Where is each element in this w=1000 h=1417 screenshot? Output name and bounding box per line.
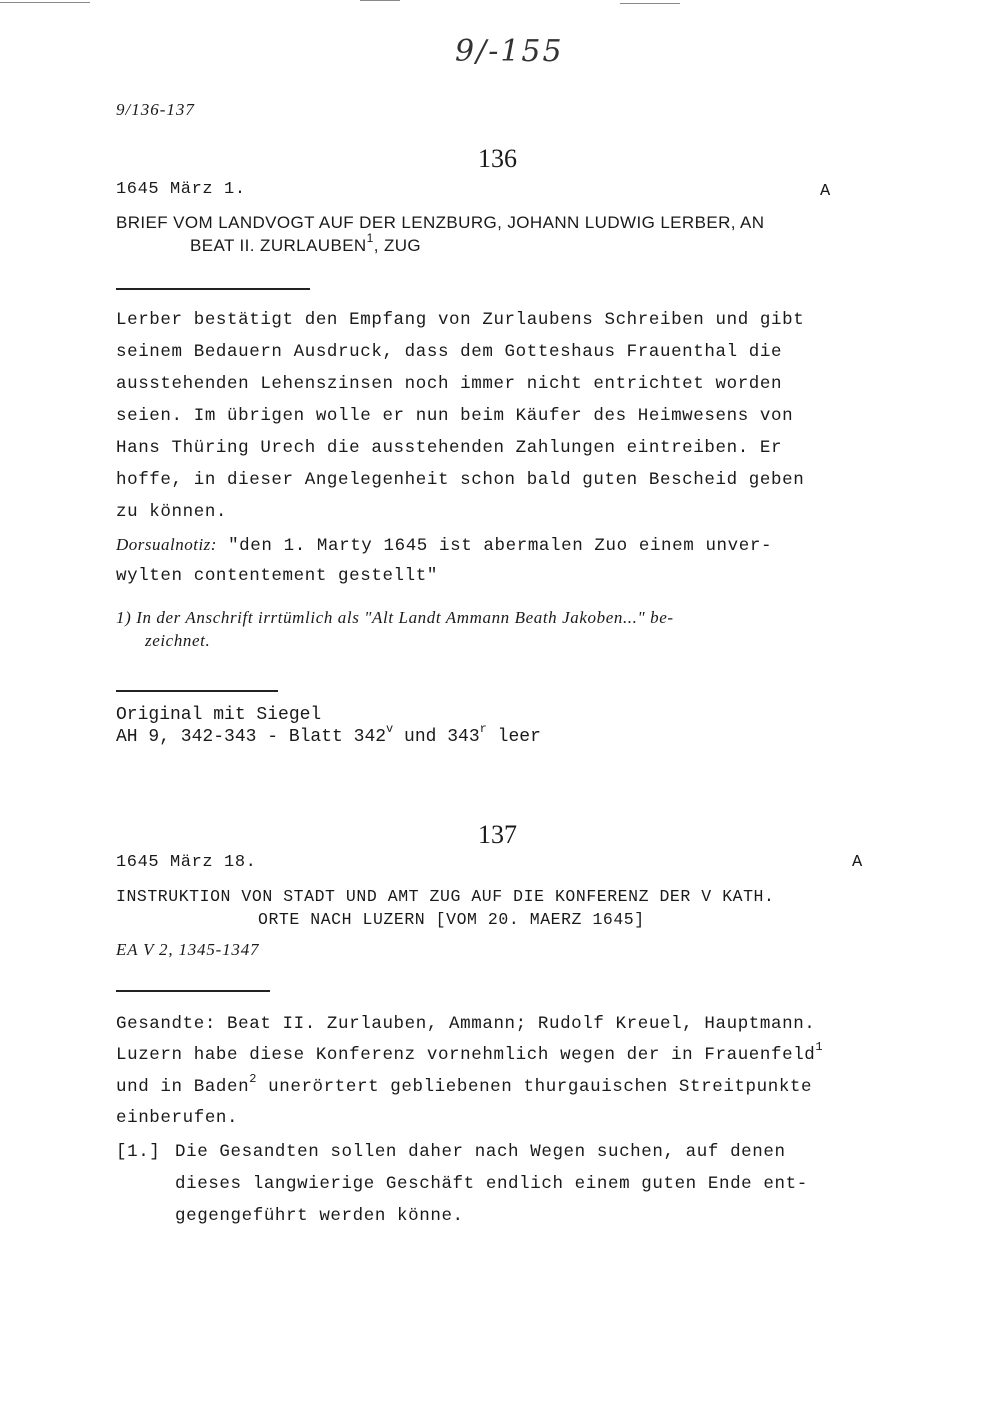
tradition-letter: A <box>820 182 831 201</box>
scan-edge-mark <box>620 3 680 4</box>
regest-line: Hans Thüring Urech die ausstehenden Zahlungen eintreiben. Er <box>116 438 783 458</box>
regest-line: seinem Bedauern Ausdruck, dass dem Gotteshaus Frauenthal die <box>116 342 783 362</box>
regest-line: seien. Im übrigen wolle er nun beim Käufer des Heimwesens von <box>116 406 794 426</box>
title-place: , ZUG <box>373 236 422 255</box>
footnote-line-2: zeichnet. <box>145 631 211 650</box>
verso-marker: v <box>386 722 394 736</box>
dorsual-note-line-1 <box>116 535 772 556</box>
source-line-2 <box>116 722 541 747</box>
footnote-marker: 1 <box>815 1040 824 1055</box>
title-recipient: BEAT II. ZURLAUBEN <box>190 236 367 255</box>
document-date: 1645 März 18. <box>116 853 257 872</box>
regest-line <box>116 1040 824 1065</box>
regest-text: und in Baden <box>116 1077 250 1097</box>
divider-line <box>116 690 278 692</box>
scan-edge-mark <box>0 2 90 3</box>
item-line: gegengeführt werden könne. <box>175 1206 464 1226</box>
footnote-line-1: 1) In der Anschrift irrtümlich als "Alt Landt Ammann Beath Jakoben..." be- <box>116 608 674 627</box>
source-shelfmark: AH 9, 342-343 - Blatt 342 <box>116 727 387 747</box>
dorsual-note-text: "den 1. Marty 1645 ist abermalen Zuo einem unver- <box>228 536 773 556</box>
regest-line: Gesandte: Beat II. Zurlauben, Ammann; Rudolf Kreuel, Hauptmann. <box>116 1014 816 1034</box>
document-title-line-2: ORTE NACH LUZERN [VOM 20. MAERZ 1645] <box>258 910 645 929</box>
footnote-marker: 1 <box>366 231 374 246</box>
archive-reference: 9/136-137 <box>116 100 195 119</box>
source-page: und 343 <box>393 727 480 747</box>
regest-line: ausstehenden Lehenszinsen noch immer nicht entrichtet worden <box>116 374 783 394</box>
document-number: 137 <box>478 820 517 849</box>
document-date: 1645 März 1. <box>116 180 246 199</box>
document-title-line-1: INSTRUKTION VON STADT UND AMT ZUG AUF DIE KONFERENZ DER V KATH. <box>116 887 775 906</box>
document-title-line-2 <box>190 231 422 256</box>
dorsual-note-line-2: wylten contentement gestellt" <box>116 566 438 586</box>
recto-marker: r <box>479 722 487 736</box>
divider-line <box>116 288 310 290</box>
document-title-line-1: BRIEF VOM LANDVOGT AUF DER LENZBURG, JOHANN LUDWIG LERBER, AN <box>116 213 765 232</box>
document-number: 136 <box>478 144 517 173</box>
regest-line: zu können. <box>116 502 228 522</box>
item-label: [1.] <box>116 1142 161 1162</box>
item-line: Die Gesandten sollen daher nach Wegen suchen, auf denen <box>175 1142 786 1162</box>
scan-edge-mark <box>360 0 400 1</box>
source-note: leer <box>486 727 541 747</box>
item-line: dieses langwierige Geschäft endlich einem guten Ende ent- <box>175 1174 808 1194</box>
dorsual-note-label: Dorsualnotiz: <box>116 535 217 554</box>
divider-line <box>116 990 270 992</box>
regest-line: einberufen. <box>116 1108 239 1128</box>
footnote-marker: 2 <box>249 1072 258 1087</box>
handwritten-archive-number: 9/-155 <box>455 34 564 69</box>
regest-line <box>116 1072 813 1097</box>
regest-text: unerörtert gebliebenen thurgauischen Streitpunkte <box>257 1077 813 1097</box>
regest-line: Lerber bestätigt den Empfang von Zurlaubens Schreiben und gibt <box>116 310 805 330</box>
edition-reference: EA V 2, 1345-1347 <box>116 940 260 959</box>
regest-line: hoffe, in dieser Angelegenheit schon bald guten Bescheid geben <box>116 470 805 490</box>
source-line-1: Original mit Siegel <box>116 705 322 725</box>
tradition-letter: A <box>852 853 863 872</box>
regest-text: Luzern habe diese Konferenz vornehmlich wegen der in Frauenfeld <box>116 1045 816 1065</box>
